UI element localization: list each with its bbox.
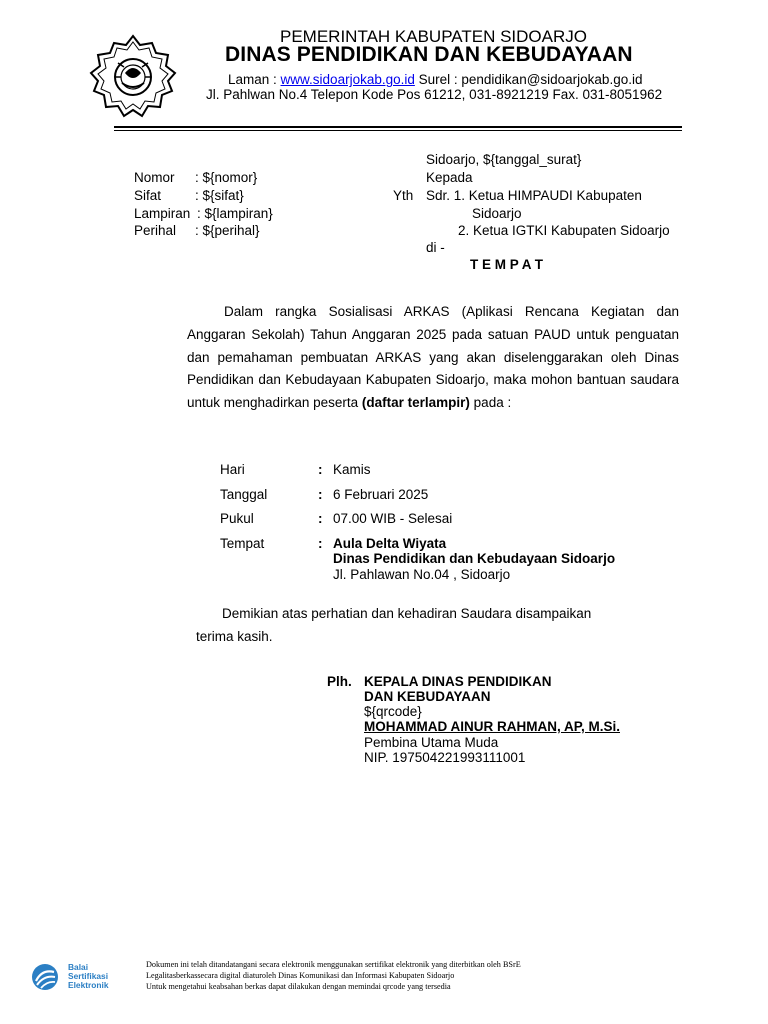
body-paragraph <box>187 301 679 415</box>
tempat-value-3: Jl. Pahlawan No.04 , Sidoarjo <box>333 567 511 582</box>
sifat-value: : ${sifat} <box>195 188 244 203</box>
pukul-colon: : <box>318 511 323 526</box>
tanggal-colon: : <box>318 487 323 502</box>
gov-title: PEMERINTAH KABUPATEN SIDOARJO <box>280 27 587 46</box>
paragraph-end: pada : <box>469 395 512 411</box>
tanggal-value: 6 Februari 2025 <box>333 487 429 502</box>
surel-text: Surel : pendidikan@sidoarjokab.go.id <box>414 72 643 87</box>
paragraph-bold: (daftar terlampir) <box>361 395 470 411</box>
sifat-label: Sifat <box>134 188 162 203</box>
nomor-label: Nomor <box>134 170 175 185</box>
perihal-label: Perihal <box>134 223 177 238</box>
pukul-value: 07.00 WIB - Selesai <box>333 511 453 526</box>
recipient-2: 2. Ketua IGTKI Kabupaten Sidoarjo <box>458 223 670 238</box>
closing-line-2: terima kasih. <box>196 629 273 644</box>
recipient-1b: Sidoarjo <box>472 206 522 221</box>
header-divider <box>114 126 682 128</box>
svg-text:Balai: Balai <box>68 962 89 972</box>
recipient-1: Sdr. 1. Ketua HIMPAUDI Kabupaten <box>426 188 642 203</box>
website-link[interactable]: www.sidoarjokab.go.id <box>280 72 415 87</box>
qrcode-placeholder: ${qrcode} <box>364 704 422 719</box>
tempat-detail-label: Tempat <box>220 536 265 551</box>
footer-line-1: Dokumen ini telah ditandatangani secara elektronik menggunakan sertifikat elektronik yang diterbitkan oleh BSrE <box>146 960 521 969</box>
lampiran-label: Lampiran <box>134 206 191 221</box>
signer-name: MOHAMMAD AINUR RAHMAN, AP, M.Si. <box>364 719 620 734</box>
paragraph-text: Dalam rangka Sosialisasi ARKAS (Aplikasi Rencana Kegiatan dan Anggaran Sekolah) Tahun Anggaran 2025 pada satuan PAUD untuk penguatan dan pemahaman pembuatan ARKAS yang akan diselenggarakan oleh Dinas Pendidikan dan Kebudayaan Kabupaten Sidoarjo, maka mohon bantuan saudara untuk menghadirkan peserta <box>187 304 679 411</box>
place-date: Sidoarjo, ${tanggal_surat} <box>426 152 582 167</box>
hari-value: Kamis <box>333 462 371 477</box>
contact-line <box>228 72 642 87</box>
yth-label: Yth <box>393 188 414 203</box>
signer-nip: NIP. 197504221993111001 <box>364 750 526 765</box>
lampiran-value: : ${lampiran} <box>197 206 273 221</box>
svg-text:Sertifikasi: Sertifikasi <box>68 971 109 981</box>
pukul-label: Pukul <box>220 511 254 526</box>
signer-title-2: DAN KEBUDAYAAN <box>364 689 491 704</box>
tempat-value-1: Aula Delta Wiyata <box>333 536 447 551</box>
hari-colon: : <box>318 462 323 477</box>
sidoarjo-emblem-icon <box>88 33 178 123</box>
tempat-label: T E M P A T <box>470 257 544 272</box>
hari-label: Hari <box>220 462 245 477</box>
laman-label: Laman : <box>228 72 277 87</box>
tanggal-label: Tanggal <box>220 487 268 502</box>
perihal-value: : ${perihal} <box>195 223 260 238</box>
nomor-value: : ${nomor} <box>195 170 258 185</box>
address-line: Jl. Pahlwan No.4 Telepon Kode Pos 61212, 031-8921219 Fax. 031-8051962 <box>206 87 663 102</box>
tempat-value-2: Dinas Pendidikan dan Kebudayaan Sidoarjo <box>333 551 616 566</box>
footer-line-2: Legalitasberkassecara digital diaturoleh Dinas Komunikasi dan Informasi Kabupaten Sidoarjo <box>146 971 455 980</box>
dept-title: DINAS PENDIDIKAN DAN KEBUDAYAAN <box>225 43 633 66</box>
signer-title-1: KEPALA DINAS PENDIDIKAN <box>364 674 552 689</box>
signer-rank: Pembina Utama Muda <box>364 735 499 750</box>
plh-label: Plh. <box>327 674 352 689</box>
kepada-label: Kepada <box>426 170 473 185</box>
di-label: di - <box>426 240 445 255</box>
tempat-colon: : <box>318 536 323 551</box>
bsre-logo-icon <box>28 960 128 994</box>
closing-line: Demikian atas perhatian dan kehadiran Saudara disampaikan <box>222 606 592 621</box>
svg-text:Elektronik: Elektronik <box>68 980 109 990</box>
header-divider-thin <box>114 130 682 131</box>
footer-line-3: Untuk mengetahui keabsahan berkas dapat dilakukan dengan memindai qrcode yang tersedia <box>146 982 451 991</box>
